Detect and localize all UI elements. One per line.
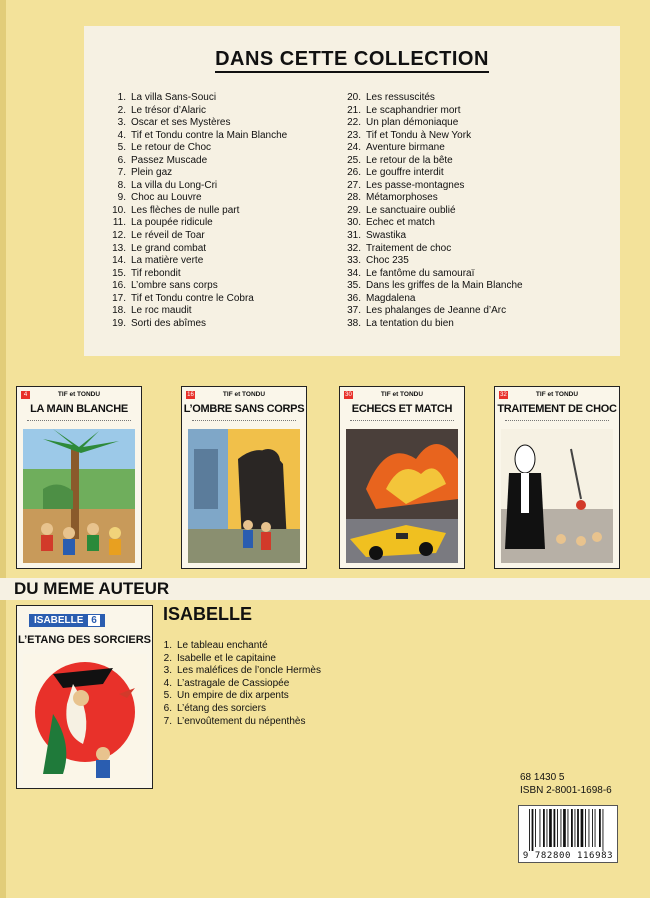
item-title: Le trésor d’Alaric <box>131 104 207 116</box>
item-title: Le grand combat <box>131 242 207 254</box>
item-title: Le roc maudit <box>131 305 192 317</box>
cover-series-label: TIF et TONDU <box>57 391 101 398</box>
item-number: 14. <box>112 255 126 267</box>
item-number: 3. <box>163 665 172 677</box>
item-title: Les maléfices de l’oncle Hermès <box>177 665 321 677</box>
barcode-bar <box>540 809 541 847</box>
item-number: 27. <box>347 179 361 191</box>
item-number: 32. <box>347 242 361 254</box>
item-number: 4. <box>163 677 172 689</box>
item-number: 11. <box>112 217 126 229</box>
barcode-bar <box>557 809 558 847</box>
item-number: 35. <box>347 280 361 292</box>
item-title: Le fantôme du samouraï <box>366 267 475 279</box>
collection-item <box>339 255 523 268</box>
item-number: 7. <box>117 167 126 179</box>
collection-item <box>339 293 523 306</box>
collection-list-right <box>339 92 523 330</box>
album-number-badge: 16 <box>187 392 194 398</box>
item-number: 4. <box>117 129 126 141</box>
item-title: La villa du Long-Cri <box>131 179 218 191</box>
item-title: Choc au Louvre <box>131 192 202 204</box>
isabelle-series-label: ISABELLE 6 <box>29 614 105 627</box>
item-number: 28. <box>347 192 361 204</box>
barcode-bar <box>595 809 596 847</box>
item-title: Aventure birmane <box>366 142 445 154</box>
cover-series-label: TIF et TONDU <box>535 391 579 398</box>
item-title: Le tableau enchanté <box>177 640 268 651</box>
item-title: La matière verte <box>131 255 204 267</box>
item-title: La poupée ridicule <box>131 217 213 229</box>
item-title: Le scaphandrier mort <box>366 104 461 116</box>
item-number: 38. <box>347 317 361 329</box>
collection-item <box>104 268 287 281</box>
cover-illustration <box>23 429 135 563</box>
collection-item <box>339 217 523 230</box>
collection-item <box>104 155 287 168</box>
item-number: 37. <box>347 305 361 317</box>
cover-echecs-et-match[interactable] <box>339 386 465 569</box>
item-title: Magdalena <box>366 292 416 304</box>
item-number: 19. <box>112 317 126 329</box>
item-number: 9. <box>117 192 126 204</box>
item-number: 31. <box>347 230 361 242</box>
item-title: Les passe-montagnes <box>366 179 465 191</box>
barcode-bar <box>589 809 590 847</box>
item-number: 21. <box>347 104 361 116</box>
item-number: 3. <box>117 117 126 129</box>
collection-title: DANS CETTE COLLECTION <box>84 48 620 71</box>
item-title: Dans les griffes de la Main Blanche <box>366 280 523 292</box>
album-number-badge: 4 <box>21 391 30 399</box>
collection-item <box>339 117 523 130</box>
collection-item <box>104 318 287 331</box>
barcode-digits: 9 782800 116983 <box>522 851 614 861</box>
item-number: 22. <box>347 117 361 129</box>
collection-item <box>339 230 523 243</box>
collection-panel <box>84 26 620 356</box>
collection-item <box>104 167 287 180</box>
item-title: Le sanctuaire oublié <box>366 204 456 216</box>
collection-item <box>339 192 523 205</box>
item-title: Sorti des abîmes <box>131 317 207 329</box>
item-title: La villa Sans-Souci <box>131 92 217 103</box>
collection-item <box>339 243 523 256</box>
item-number: 25. <box>347 154 361 166</box>
barcode-bar <box>563 809 566 847</box>
isabelle-item <box>157 678 321 691</box>
cover-illustration <box>23 654 147 789</box>
barcode <box>518 805 618 863</box>
barcode-bar <box>568 809 569 847</box>
isabelle-item <box>157 653 321 666</box>
barcode-bar <box>529 809 530 851</box>
item-title: Le réveil de Toar <box>131 230 205 242</box>
collection-item <box>339 318 523 331</box>
collection-item <box>339 305 523 318</box>
item-number: 2. <box>117 104 126 116</box>
cover-credits <box>27 420 131 423</box>
item-number: 24. <box>347 142 361 154</box>
item-number: 7. <box>163 715 172 727</box>
barcode-bar <box>554 809 556 847</box>
item-number: 18. <box>112 305 126 317</box>
collection-item <box>104 192 287 205</box>
collection-list-left <box>104 92 287 330</box>
cover-credits <box>505 420 609 423</box>
barcode-bar <box>577 809 579 847</box>
collection-item <box>104 280 287 293</box>
item-title: Isabelle et le capitaine <box>177 652 276 664</box>
collection-item <box>104 180 287 193</box>
cover-traitement-de-choc[interactable] <box>494 386 620 569</box>
isbn-number: ISBN 2-8001-1698-6 <box>520 785 612 796</box>
item-title: Tif et Tondu à New York <box>366 129 472 141</box>
isabelle-item <box>157 640 321 653</box>
barcode-bar <box>592 809 593 847</box>
item-number: 1. <box>117 92 126 103</box>
item-number: 29. <box>347 204 361 216</box>
collection-item <box>104 205 287 218</box>
barcode-bar <box>575 809 576 847</box>
item-title: Tif et Tondu contre la Main Blanche <box>131 129 288 141</box>
isabelle-item <box>157 703 321 716</box>
collection-item <box>339 92 523 105</box>
item-title: Tif rebondit <box>131 267 181 279</box>
collection-item <box>339 280 523 293</box>
isabelle-item <box>157 690 321 703</box>
barcode-bar <box>535 809 536 847</box>
isabelle-item <box>157 665 321 678</box>
collection-item <box>339 180 523 193</box>
item-number: 26. <box>347 167 361 179</box>
cover-title: L’OMBRE SANS CORPS <box>183 403 305 415</box>
collection-item <box>339 268 523 281</box>
collection-item <box>104 230 287 243</box>
barcode-bar <box>603 809 604 851</box>
isabelle-cover-number: 6 <box>88 615 100 626</box>
item-number: 15. <box>112 267 126 279</box>
cover-la-main-blanche[interactable] <box>16 386 142 569</box>
item-title: L’astragale de Cassiopée <box>177 677 290 689</box>
item-title: Echec et match <box>366 217 435 229</box>
item-number: 23. <box>347 129 361 141</box>
item-number: 12. <box>112 230 126 242</box>
collection-item <box>104 142 287 155</box>
barcode-bar <box>543 809 545 847</box>
item-title: Oscar et ses Mystères <box>131 117 231 129</box>
cover-title: TRAITEMENT DE CHOC <box>497 403 617 415</box>
item-title: Tif et Tondu contre le Cobra <box>131 292 254 304</box>
cover-credits <box>192 420 296 423</box>
collection-item <box>104 105 287 118</box>
item-title: Métamorphoses <box>366 192 438 204</box>
collection-item <box>104 217 287 230</box>
collection-item <box>339 105 523 118</box>
cover-title: LA MAIN BLANCHE <box>30 403 128 415</box>
item-title: L’envoûtement du népenthès <box>177 715 306 727</box>
item-number: 30. <box>347 217 361 229</box>
item-title: Le retour de la bête <box>366 154 453 166</box>
barcode-bar <box>532 809 534 851</box>
item-number: 36. <box>347 292 361 304</box>
collection-item <box>339 205 523 218</box>
collection-item <box>339 167 523 180</box>
cover-edge <box>0 0 6 898</box>
publisher-codes <box>520 771 612 797</box>
item-number: 13. <box>112 242 126 254</box>
cover-illustration <box>188 429 300 563</box>
collection-item <box>339 142 523 155</box>
item-title: Traitement de choc <box>366 242 452 254</box>
item-title: Le gouffre interdit <box>366 167 444 179</box>
collection-item <box>104 305 287 318</box>
barcode-bar <box>561 809 562 847</box>
isabelle-item <box>157 716 321 729</box>
item-number: 1. <box>163 640 172 651</box>
author-band <box>0 578 650 600</box>
cover-illustration <box>346 429 458 563</box>
isabelle-list <box>157 640 321 728</box>
collection-item <box>104 117 287 130</box>
item-number: 16. <box>112 280 126 292</box>
item-title: Passez Muscade <box>131 154 208 166</box>
isabelle-heading: ISABELLE <box>163 604 253 624</box>
item-title: Les ressuscités <box>366 92 435 103</box>
cover-credits <box>350 420 454 423</box>
barcode-bar <box>599 809 601 847</box>
album-number-badge: 32 <box>500 392 507 398</box>
collection-item <box>104 243 287 256</box>
item-title: Le retour de Choc <box>131 142 212 154</box>
collection-item <box>104 92 287 105</box>
collection-item <box>104 293 287 306</box>
item-number: 5. <box>163 690 172 702</box>
item-number: 17. <box>112 292 126 304</box>
item-number: 20. <box>347 92 361 103</box>
cover-l-ombre-sans-corps[interactable] <box>181 386 307 569</box>
item-title: Swastika <box>366 230 407 242</box>
item-title: Plein gaz <box>131 167 173 179</box>
cover-series-label: TIF et TONDU <box>380 391 424 398</box>
barcode-bar <box>547 809 548 847</box>
cover-illustration <box>501 429 613 563</box>
item-title: La tentation du bien <box>366 317 454 329</box>
item-title: Choc 235 <box>366 255 409 267</box>
collection-item <box>104 255 287 268</box>
collection-item <box>104 130 287 143</box>
item-number: 8. <box>117 179 126 191</box>
item-number: 2. <box>163 652 172 664</box>
item-title: Un empire de dix arpents <box>177 690 289 702</box>
barcode-bar <box>581 809 584 847</box>
cover-series-label: TIF et TONDU <box>222 391 266 398</box>
item-number: 6. <box>163 702 172 714</box>
barcode-bar <box>549 809 552 847</box>
collection-item <box>339 155 523 168</box>
barcode-bar <box>585 809 586 847</box>
product-code: 68 1430 5 <box>520 772 565 783</box>
item-number: 5. <box>117 142 126 154</box>
item-number: 33. <box>347 255 361 267</box>
item-title: Les phalanges de Jeanne d’Arc <box>366 305 507 317</box>
item-number: 6. <box>117 154 126 166</box>
collection-item <box>339 130 523 143</box>
album-number-badge: 30 <box>345 392 352 398</box>
cover-title: L’ETANG DES SORCIERS <box>17 634 152 646</box>
barcode-bars <box>529 809 609 851</box>
item-title: L’étang des sorciers <box>177 702 266 714</box>
cover-l-etang-des-sorciers[interactable] <box>16 605 153 789</box>
item-title: L’ombre sans corps <box>131 280 218 292</box>
barcode-bar <box>571 809 573 847</box>
author-band-label: DU MEME AUTEUR <box>14 579 170 598</box>
item-number: 10. <box>112 204 126 216</box>
item-number: 34. <box>347 267 361 279</box>
cover-title: ECHECS ET MATCH <box>351 403 453 415</box>
item-title: Les flèches de nulle part <box>131 204 240 216</box>
item-title: Un plan démoniaque <box>366 117 459 129</box>
